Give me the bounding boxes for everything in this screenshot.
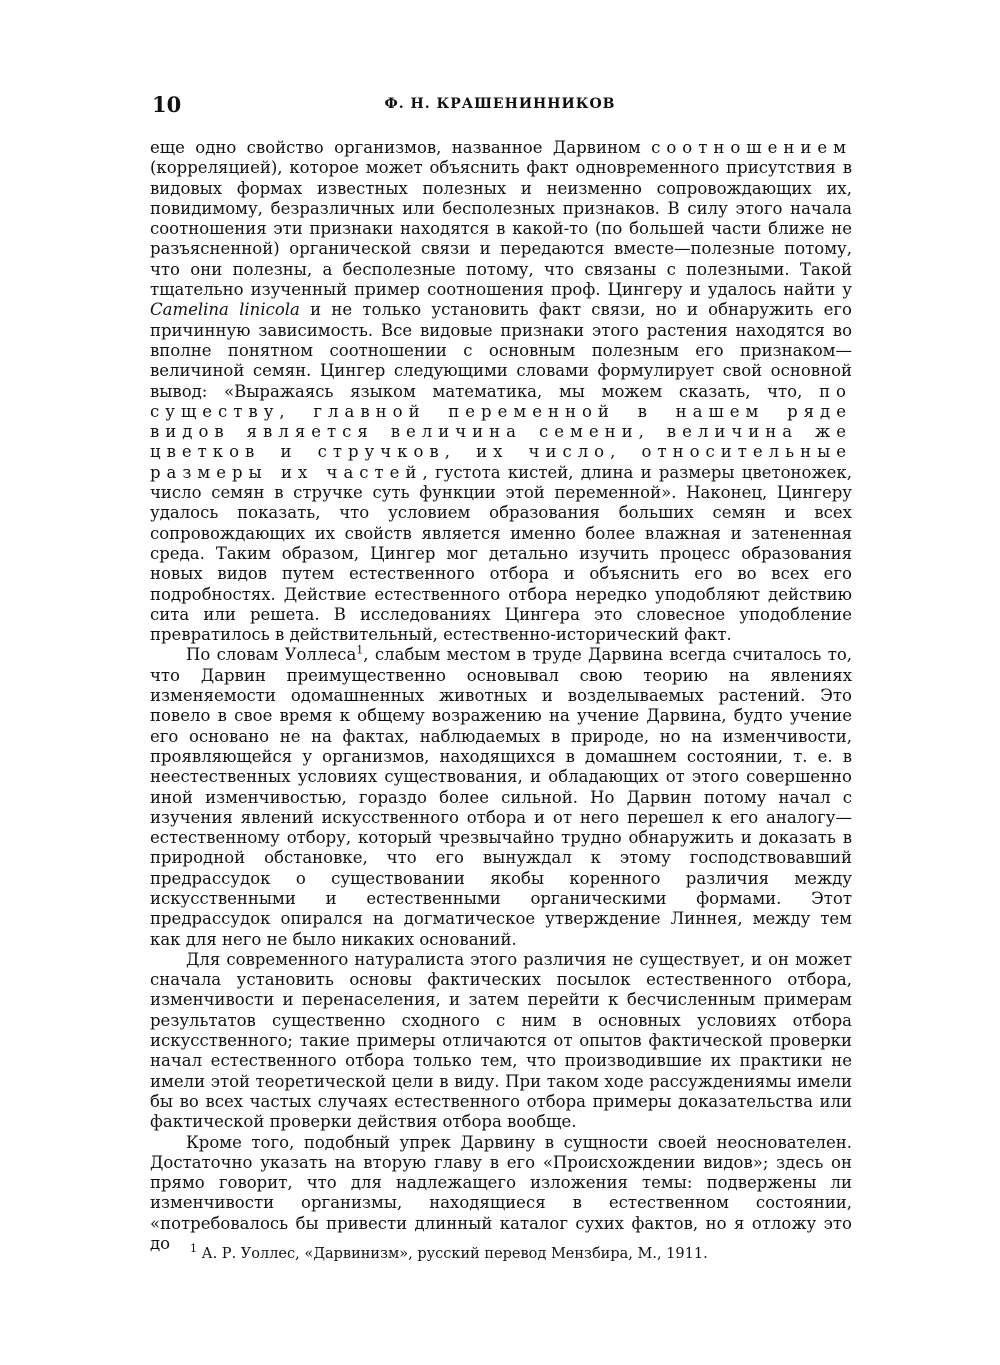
footnote bbox=[190, 1244, 850, 1264]
p1-text-c: (корреляцией), которое может объяснить факт одновременного присутствия в видовых формах известных полезных и неизменно сопровождающих их, повидимому, безразличных или бесполезных признаков. В силу этого начала соотношения эти признаки находятся в какой-то (по большей части ближе не разъясненной) органической связи и передаются вместе—полезные потому, что они полезны, а бесполезные потому, что связаны с полезными. Такой тщательно изученный пример соотношения проф. Цингеру и удалось найти у bbox=[150, 158, 852, 300]
footnote-mark: 1 bbox=[190, 1242, 197, 1256]
p1-text-g: , густота кистей, длина и размеры цветоножек, число семян в стручке суть функции этой переменной». Наконец, Цингеру удалось показать, что условием образования больших семян и всех сопровождающих их свойств является именно более влажная и затененная среда. Таким образом, Цингер мог детально изучить процесс образования новых видов путем естественного отбора и объяснить его во всех его подробностях. Действие естественного отбора нередко уподобляют действию сита или решета. В исследованиях Цингера это словесное уподобление превратилось в действительный, естественно-исторический факт. bbox=[150, 462, 852, 645]
footnote-ref: 1 bbox=[356, 643, 364, 657]
paragraph-1 bbox=[150, 138, 852, 645]
running-title: Ф. Н. КРАШЕНИННИКОВ bbox=[384, 96, 616, 112]
p2-text-a: По словам Уоллеса bbox=[186, 645, 357, 665]
paragraph-3: Для современного натуралиста этого различия не существует, и он может сначала установить основы фактических посылок естественного отбора, изменчивости и перенаселения, и затем перейти к бесчисленным примерам результатов существенно сходного с ним в основных условиях отбора искусственного; такие примеры отличаются от опытов фактической проверки начал естественного отбора только тем, что производившие их практики не имели этой теоретической цели в виду. При таком ходе рассуждениямы имели бы во всех частых случаях естественного отбора примеры доказательства или фактической проверки действия отбора вообще. bbox=[150, 949, 852, 1132]
paragraph-2 bbox=[150, 645, 852, 949]
p1-text-a: еще одно свойство организмов, названное Дарвином bbox=[150, 138, 652, 157]
p2-text-b: , слабым местом в труде Дарвина всегда считалось то, что Дарвин преимущественно основывал свою теорию на явлениях изменяемости одомашненных животных и возделываемых растений. Это повело в свое время к общему возражению на учение Дарвина, будто учение его основано не на фактах, наблюдаемых в природе, но на изменчивости, проявляющейся у организмов, находящихся в домашнем состоянии, т. е. в неестественных условиях существования, и обладающих от этого совершенно иной изменчивостью, гораздо более сильной. Но Дарвин потому начал с изучения явлений искусственного отбора и от него перешел к его аналогу—естественному отбору, который чрезвычайно трудно обнаружить и доказать в природной обстановке, что его вынуждал к этому господствовавший предрассудок о существовании якобы коренного различия между искусственными и естественными органическими формами. Этот предрассудок опирался на догматическое утверждение Линнея, между тем как для него не было никаких оснований. bbox=[150, 645, 853, 949]
p1-species-name: Camelina linicola bbox=[150, 300, 300, 320]
p1-spaced-term: соотношением bbox=[651, 138, 852, 157]
p1-spaced-quote: по существу, главной переменной в нашем ряде видов является величина семени, величина же цветков и стручков, их число, относительные размеры их частей bbox=[150, 381, 852, 482]
p1-text-e: и не только установить факт связи, но и обнаружить его причинную зависимость. Все видовые признаки этого растения находятся во вполне понятном соотношении с основным полезным его признаком—величиной семян. Цингер следующими словами формулирует свой основной вывод: «Выражаясь языком математика, мы можем сказать, что, bbox=[150, 300, 852, 401]
footnote-text: А. Р. Уоллес, «Дарвинизм», русский перевод Мензбира, М., 1911. bbox=[197, 1246, 708, 1262]
paragraph-4: Кроме того, подобный упрек Дарвину в сущности своей неоснователен. Достаточно указать на вторую главу в его «Происхождении видов»; здесь он прямо говорит, что для надлежащего изложения темы: подвержены ли изменчивости организмы, находящиеся в естественном состоянии, «потребовалось бы привести длинный каталог сухих фактов, но я отложу это до bbox=[150, 1132, 852, 1254]
main-text bbox=[150, 138, 852, 1254]
page-number: 10 bbox=[152, 92, 182, 117]
